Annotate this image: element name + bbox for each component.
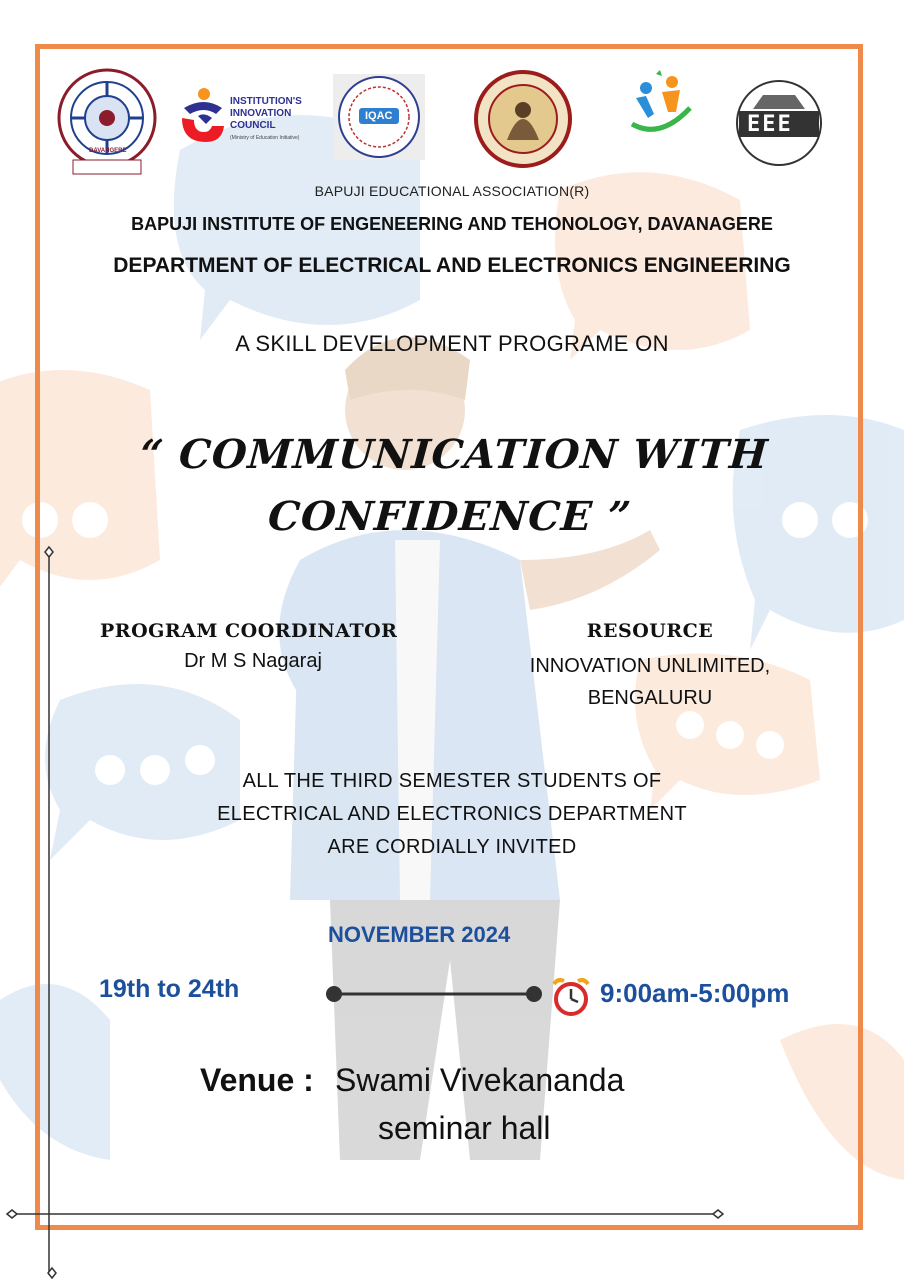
event-dates: 19th to 24th xyxy=(99,975,240,1003)
bit-logo xyxy=(55,68,160,183)
event-month: NOVEMBER 2024 xyxy=(328,922,511,947)
alarm-clock-icon xyxy=(550,976,592,1018)
resource-line2: BENGALURU xyxy=(587,687,713,709)
iqac-label: IQAC xyxy=(365,110,393,122)
iic-sub: (Ministry of Education Initiative) xyxy=(230,135,300,141)
iic-line1: INSTITUTION'S xyxy=(230,96,302,107)
venue-label: Venue : xyxy=(200,1062,314,1098)
invitation-line3: ARE CORDIALLY INVITED xyxy=(327,836,577,858)
event-time: 9:00am-5:00pm xyxy=(600,978,790,1008)
department-name: DEPARTMENT OF ELECTRICAL AND ELECTRONICS ENGINEERING xyxy=(113,254,791,277)
resource-value xyxy=(480,650,820,714)
iic-logo xyxy=(176,86,316,146)
venue-line1: Swami Vivekananda xyxy=(335,1062,625,1098)
institute-name: BAPUJI INSTITUTE OF ENGENEERING AND TEHONOLOGY, DAVANAGERE xyxy=(131,214,773,234)
people-logo xyxy=(628,68,694,145)
venue-line2: seminar hall xyxy=(378,1110,551,1146)
institution-of-engineers-logo xyxy=(473,70,573,173)
resource-heading: RESOURCE xyxy=(586,620,714,642)
iqac-logo xyxy=(333,74,425,160)
iic-line2: INNOVATION xyxy=(230,108,292,119)
invitation-line1: ALL THE THIRD SEMESTER STUDENTS OF xyxy=(242,770,662,792)
invitation-text xyxy=(0,765,904,864)
invitation-line2: ELECTRICAL AND ELECTRONICS DEPARTMENT xyxy=(217,803,687,825)
program-title-line1: “ COMMUNICATION WITH xyxy=(138,431,770,478)
timeline-connector xyxy=(320,982,550,1006)
program-title xyxy=(0,424,904,548)
iic-line3: COUNCIL xyxy=(230,120,276,131)
resource-line1: INNOVATION UNLIMITED, xyxy=(529,655,771,677)
coordinator-heading: PROGRAM COORDINATOR xyxy=(100,620,398,642)
program-intro: A SKILL DEVELOPMENT PROGRAME ON xyxy=(235,331,669,356)
eee-logo xyxy=(733,79,825,167)
bit-logo-text: DAVANGERE xyxy=(89,148,127,154)
association-name: BAPUJI EDUCATIONAL ASSOCIATION(R) xyxy=(314,183,590,199)
program-title-line2: CONFIDENCE ” xyxy=(266,493,634,540)
eee-label: EEE xyxy=(747,112,793,137)
coordinator-name: Dr M S Nagaraj xyxy=(184,650,322,672)
